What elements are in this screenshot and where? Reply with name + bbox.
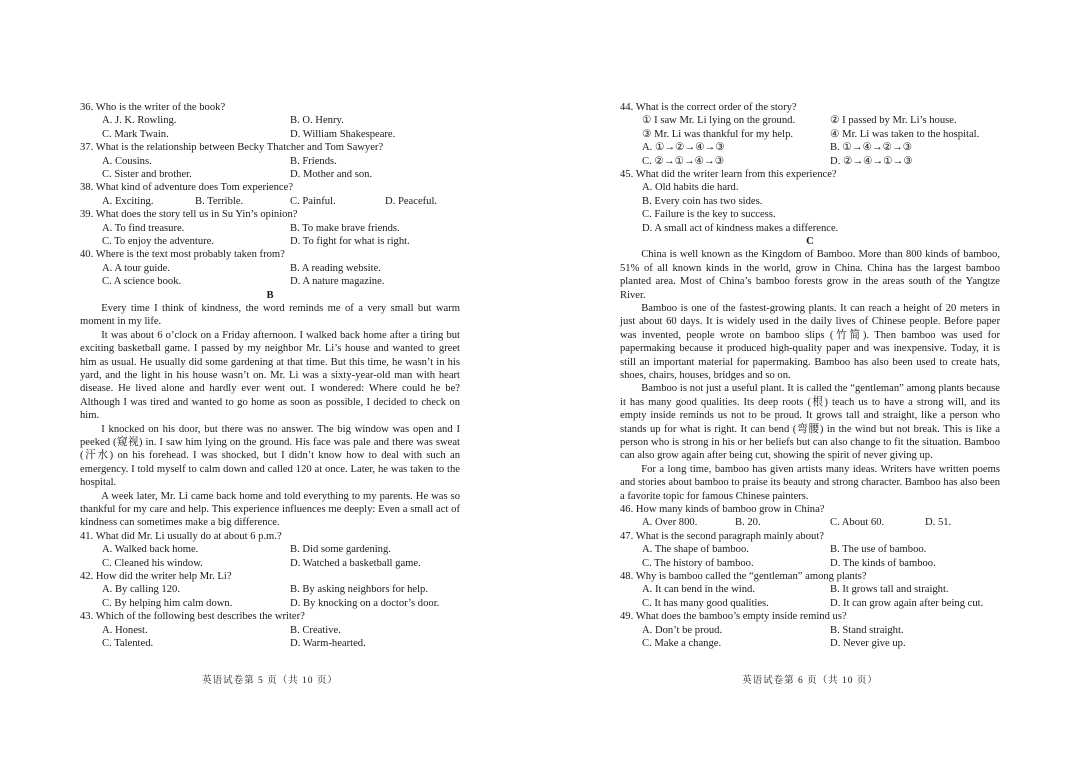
question-48-options-row1 [620, 583, 1000, 596]
question-36-options-row1 [80, 114, 460, 127]
question-46-options [620, 516, 1000, 529]
question-49-stem: 49. What does the bamboo’s empty inside remind us? [620, 611, 847, 623]
option-37c: C. Sister and brother. [102, 168, 192, 180]
option-46b: B. 20. [735, 517, 761, 529]
option-36b: B. O. Henry. [290, 115, 344, 127]
option-39b: B. To make brave friends. [290, 222, 400, 234]
option-49a: A. Don’t be proud. [642, 624, 723, 636]
question-44-options-row2 [620, 155, 1000, 168]
option-43a: A. Honest. [102, 624, 148, 636]
event-1: ① I saw Mr. Li lying on the ground. [642, 115, 796, 127]
option-49d: D. Never give up. [830, 638, 906, 650]
question-42-options-row1 [80, 583, 460, 596]
question-42-options-row2 [80, 597, 460, 610]
option-48d: D. It can grow again after being cut. [830, 597, 984, 609]
option-41b: B. Did some gardening. [290, 544, 391, 556]
question-44-events-row2 [620, 128, 1000, 141]
option-43b: B. Creative. [290, 624, 341, 636]
question-48-options-row2 [620, 597, 1000, 610]
exam-page-6 [540, 0, 1080, 762]
question-41-options-row2 [80, 557, 460, 570]
option-48b: B. It grows tall and straight. [830, 584, 949, 596]
question-39-stem: 39. What does the story tell us in Su Yin’s opinion? [80, 209, 298, 221]
question-40-stem: 40. Where is the text most probably taken from? [80, 249, 285, 261]
option-37d: D. Mother and son. [290, 168, 373, 180]
option-42d: D. By knocking on a doctor’s door. [290, 597, 440, 609]
option-43c: C. Talented. [102, 638, 154, 650]
question-36-stem: 36. Who is the writer of the book? [80, 102, 226, 113]
question-42-stem: 42. How did the writer help Mr. Li? [80, 571, 232, 583]
option-37b: B. Friends. [290, 155, 337, 167]
question-47-stem: 47. What is the second paragraph mainly about? [620, 530, 824, 542]
option-43d: D. Warm-hearted. [290, 638, 366, 650]
option-49c: C. Make a change. [642, 638, 722, 650]
page-footer-5: 英语试卷第 5 页（共 10 页） [202, 676, 338, 686]
page-footer-6: 英语试卷第 6 页（共 10 页） [742, 676, 878, 686]
option-39a: A. To find treasure. [102, 222, 185, 234]
option-38a: A. Exciting. [102, 195, 154, 207]
option-39d: D. To fight for what is right. [290, 235, 410, 247]
left-column [80, 101, 460, 650]
option-36c: C. Mark Twain. [102, 128, 169, 140]
passage-b-paragraph-4: A week later, Mr. Li came back home and told everything to my parents. He was so thankful for my care and help. This experience influences me deeply: Even a small act of kindness can sometimes make a big difference. [80, 490, 460, 529]
option-45a-row [620, 181, 1000, 194]
option-48a: A. It can bend in the wind. [642, 584, 755, 596]
question-49-options-row1 [620, 624, 1000, 637]
passage-b-paragraph-3: I knocked on his door, but there was no answer. The big window was open and I peeked (窥视) in. I saw him lying on the ground. His face was pale and there was sweat (汗水) on his forehead. I was shocked, but I didn’t know how to deal with such an emergency. I told myself to calm down and called 120 at once. Later, he was taken to the hospital. [80, 423, 460, 489]
option-46a: A. Over 800. [642, 517, 698, 529]
option-44a: A. ①→②→④→③ [642, 142, 725, 154]
option-45b: B. Every coin has two sides. [642, 195, 763, 207]
question-41-stem: 41. What did Mr. Li usually do at about 6 p.m.? [80, 530, 282, 542]
question-45-stem: 45. What did the writer learn from this experience? [620, 168, 837, 180]
option-49b: B. Stand straight. [830, 624, 904, 636]
section-c-heading: C [806, 235, 814, 247]
question-41-options-row1 [80, 543, 460, 556]
question-38-stem: 38. What kind of adventure does Tom experience? [80, 182, 294, 194]
question-43-options-row2 [80, 637, 460, 650]
option-36a: A. J. K. Rowling. [102, 115, 177, 127]
option-42c: C. By helping him calm down. [102, 597, 233, 609]
question-37-stem: 37. What is the relationship between Becky Thatcher and Tom Sawyer? [80, 142, 384, 154]
option-37a: A. Cousins. [102, 155, 152, 167]
passage-c-paragraph-3: Bamboo is not just a useful plant. It is called the “gentleman” among plants because it has many good qualities. Its deep roots (根) teach us to have a strong will, and its empty inside reminds us not to be proud. It grows tall and straight, like a person who stands up for what is right. It can bend (弯腰) in the wind but not break. This is like a person who is strong in his or her beliefs but can also change to fit the situation. Bamboo can also grow again after being cut, showing the spirit of never giving up. [620, 383, 1000, 462]
option-40b: B. A reading website. [290, 262, 381, 274]
option-44b: B. ①→④→②→③ [830, 142, 913, 154]
option-46c: C. About 60. [830, 517, 885, 529]
question-44-options-row1 [620, 141, 1000, 154]
option-45c-row [620, 208, 1000, 221]
question-43-stem: 43. Which of the following best describes the writer? [80, 611, 305, 623]
option-40d: D. A nature magazine. [290, 276, 385, 288]
question-37-options-row2 [80, 168, 460, 181]
question-39-options-row1 [80, 222, 460, 235]
option-48c: C. It has many good qualities. [642, 597, 769, 609]
option-46d: D. 51. [925, 517, 952, 529]
question-46-stem: 46. How many kinds of bamboo grow in China? [620, 504, 825, 516]
option-39c: C. To enjoy the adventure. [102, 235, 215, 247]
question-36-options-row2 [80, 128, 460, 141]
question-39-options-row2 [80, 235, 460, 248]
event-4: ④ Mr. Li was taken to the hospital. [830, 128, 980, 140]
option-44d: D. ②→④→①→③ [830, 155, 913, 167]
option-45a: A. Old habits die hard. [642, 182, 739, 194]
option-41a: A. Walked back home. [102, 544, 199, 556]
question-49-options-row2 [620, 637, 1000, 650]
right-column [620, 101, 1000, 650]
option-38d: D. Peaceful. [385, 195, 438, 207]
question-40-options-row2 [80, 275, 460, 288]
option-40c: C. A science book. [102, 276, 182, 288]
option-45d: D. A small act of kindness makes a difference. [642, 222, 839, 234]
option-36d: D. William Shakespeare. [290, 128, 396, 140]
question-37-options-row1 [80, 155, 460, 168]
passage-b-paragraph-1: Every time I think of kindness, the word reminds me of a very small but warm moment in my life. [80, 302, 460, 328]
question-44-stem: 44. What is the correct order of the story? [620, 102, 797, 113]
option-47d: D. The kinds of bamboo. [830, 557, 936, 569]
option-45c: C. Failure is the key to success. [642, 209, 776, 221]
option-47c: C. The history of bamboo. [642, 557, 754, 569]
question-38-options [80, 195, 460, 208]
option-38c: C. Painful. [290, 195, 336, 207]
question-48-stem: 48. Why is bamboo called the “gentleman” among plants? [620, 571, 867, 583]
option-45b-row [620, 195, 1000, 208]
section-b-heading: B [266, 289, 274, 301]
option-41d: D. Watched a basketball game. [290, 557, 421, 569]
question-40-options-row1 [80, 262, 460, 275]
option-45d-row [620, 222, 1000, 235]
option-41c: C. Cleaned his window. [102, 557, 203, 569]
option-38b: B. Terrible. [195, 195, 244, 207]
option-42b: B. By asking neighbors for help. [290, 584, 428, 596]
passage-c-paragraph-1: China is well known as the Kingdom of Bamboo. More than 800 kinds of bamboo, 51% of all known kinds in the world, grow in China. China has the largest bamboo planted area. Most of China’s bamboo forests grow in the areas south of the Yangtze River. [620, 249, 1000, 301]
event-3: ③ Mr. Li was thankful for my help. [642, 128, 794, 140]
question-44-events-row1 [620, 114, 1000, 127]
question-47-options-row1 [620, 543, 1000, 556]
question-47-options-row2 [620, 557, 1000, 570]
option-47b: B. The use of bamboo. [830, 544, 927, 556]
passage-c-paragraph-2: Bamboo is one of the fastest-growing plants. It can reach a height of 20 meters in just about 60 days. It is widely used in the daily lives of Chinese people. Before paper was invented, people wrote on bamboo slips (竹简). Then bamboo was used for papermaking because it produced high-quality paper and was inexpensive. Today, it is still an important material for papermaking. Bamboo has also been used to create hats, shoes, chairs, houses, bridges and so on. [620, 302, 1000, 381]
event-2: ② I passed by Mr. Li’s house. [830, 115, 957, 127]
question-43-options-row1 [80, 624, 460, 637]
passage-b-paragraph-2: It was about 6 o’clock on a Friday afternoon. I walked back home after a tiring but exciting basketball game. I passed by my neighbor Mr. Li’s house and wanted to greet him as usual. He usually did some gardening at that time. But this time, he wasn’t in his yard, and the light in his house wasn’t on. Mr. Li was a sixty-year-old man with heart disease. He lived alone and hardly ever went out. I wondered: Where could he be? Although I was tired and wanted to go home as soon as possible, I decided to check on him. [80, 329, 460, 422]
option-44c: C. ②→①→④→③ [642, 155, 725, 167]
option-42a: A. By calling 120. [102, 584, 180, 596]
passage-c-paragraph-4: For a long time, bamboo has given artists many ideas. Writers have written poems and stories about bamboo to praise its beauty and strong character. Bamboo has also been a favorite topic for famous Chinese painters. [620, 463, 1000, 502]
option-47a: A. The shape of bamboo. [642, 544, 749, 556]
option-40a: A. A tour guide. [102, 262, 170, 274]
